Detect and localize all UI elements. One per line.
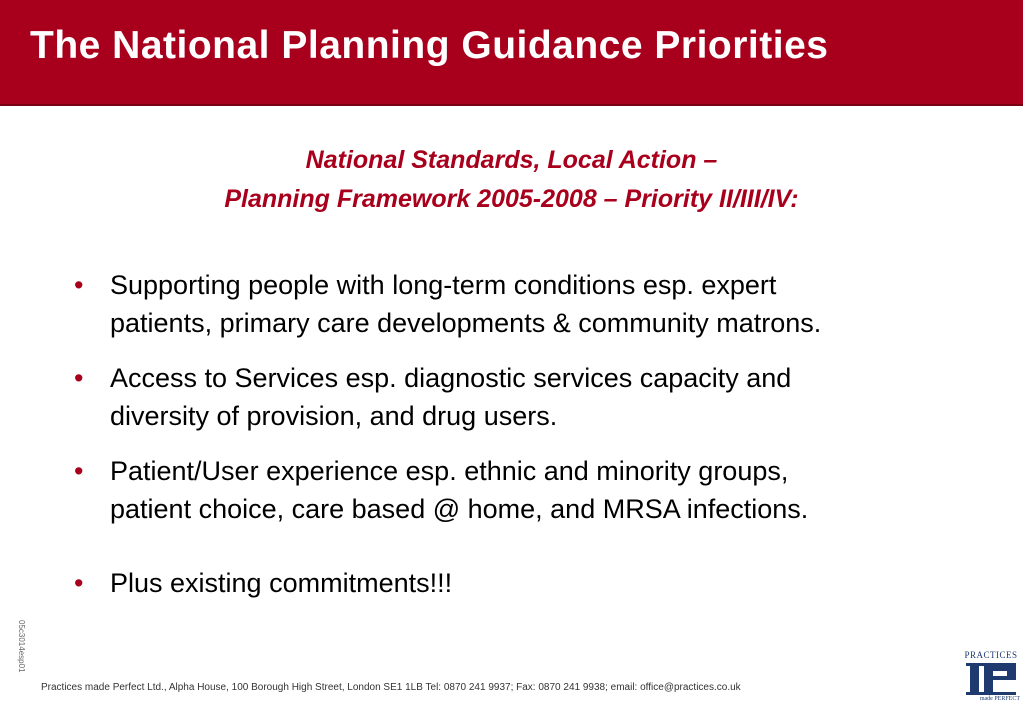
page-title: The National Planning Guidance Priorities — [30, 24, 829, 67]
logo-bottom-text: made PERFECT — [979, 696, 1020, 702]
footer-address: Practices made Perfect Ltd., Alpha House, 100 Borough High Street, London SE1 1LB Tel: 0870 241 9937; Fax: 0870 241 9938; email: office@practices.co.uk — [41, 682, 741, 693]
bullet-text-line: diversity of provision, and drug users. — [110, 401, 558, 431]
bullet-item — [74, 359, 974, 435]
company-logo — [962, 650, 1020, 704]
bullet-text-line: Access to Services esp. diagnostic services capacity and — [110, 363, 792, 393]
banner-divider — [0, 104, 1023, 106]
bullet-icon: • — [74, 270, 84, 300]
slide-subtitle — [0, 141, 1023, 219]
bullet-list — [74, 266, 974, 602]
bullet-icon: • — [74, 568, 84, 598]
bullet-item — [74, 564, 974, 602]
bullet-icon: • — [74, 363, 84, 393]
title-banner — [0, 0, 1023, 104]
bullet-text-line: Supporting people with long-term conditions esp. expert — [110, 270, 777, 300]
subtitle-line-2: Planning Framework 2005-2008 – Priority II/III/IV: — [224, 185, 799, 213]
bullet-text-line: Patient/User experience esp. ethnic and minority groups, — [110, 456, 789, 486]
bullet-text-line: Plus existing commitments!!! — [110, 568, 453, 598]
subtitle-line-1: National Standards, Local Action – — [305, 146, 718, 174]
bullet-text-line: patient choice, care based @ home, and MRSA infections. — [110, 494, 809, 524]
bullet-item — [74, 452, 974, 528]
slide-reference-code: 05c3014esp01 — [17, 620, 26, 673]
logo-top-text: PRACTICES — [964, 650, 1018, 660]
bullet-icon: • — [74, 456, 84, 486]
bullet-text-line: patients, primary care developments & community matrons. — [110, 308, 822, 338]
bullet-item — [74, 266, 974, 342]
practices-made-perfect-logo-icon — [962, 662, 1020, 696]
